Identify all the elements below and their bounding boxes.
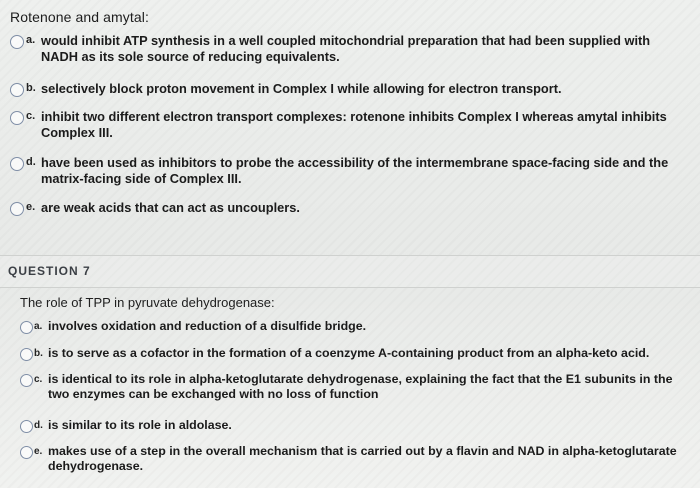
- option-letter: a.: [26, 34, 36, 46]
- question-7-prompt: The role of TPP in pyruvate dehydrogenase:: [20, 295, 275, 310]
- radio-button[interactable]: [20, 321, 33, 334]
- option-text: inhibit two different electron transport complexes: rotenone inhibits Complex I whereas amytal inhibits Complex III.: [41, 109, 667, 140]
- option-letter: c.: [34, 374, 43, 385]
- option-text: are weak acids that can act as uncouplers.: [41, 200, 300, 215]
- question-7-option-a[interactable]: [20, 319, 690, 337]
- option-text: is identical to its role in alpha-ketoglutarate dehydrogenase, explaining the fact that the E1 subunits in the two enzymes can be exchanged with no loss of function: [48, 372, 673, 401]
- option-letter: e.: [34, 446, 43, 457]
- question-6-stem: Rotenone and amytal:: [10, 9, 149, 25]
- radio-button[interactable]: [10, 202, 24, 216]
- option-text: have been used as inhibitors to probe the accessibility of the intermembrane space-facing side and the matrix-facing side of Complex III.: [41, 155, 669, 186]
- question-7-option-e[interactable]: [20, 444, 690, 478]
- question-7-title: QUESTION 7: [8, 264, 91, 278]
- option-text: is similar to its role in aldolase.: [48, 418, 232, 432]
- option-text: selectively block proton movement in Complex I while allowing for electron transport.: [41, 81, 562, 96]
- question-7-option-d[interactable]: [20, 418, 690, 436]
- radio-button[interactable]: [10, 157, 24, 171]
- option-text: involves oxidation and reduction of a disulfide bridge.: [48, 319, 367, 333]
- question-6-option-a[interactable]: [10, 33, 690, 69]
- option-letter: b.: [34, 348, 43, 359]
- radio-button[interactable]: [10, 35, 24, 49]
- question-6-option-e[interactable]: [10, 200, 690, 220]
- option-letter: a.: [34, 321, 43, 332]
- question-7-option-b[interactable]: [20, 346, 690, 364]
- radio-button[interactable]: [20, 420, 33, 433]
- question-7-header: [0, 255, 700, 288]
- option-text: makes use of a step in the overall mechanism that is carried out by a flavin and NAD in alpha-ketoglutarate dehydrogenase.: [48, 444, 677, 473]
- option-letter: e.: [26, 201, 36, 213]
- radio-button[interactable]: [20, 374, 33, 387]
- radio-button[interactable]: [20, 446, 33, 459]
- question-6-option-c[interactable]: [10, 109, 690, 145]
- question-6-option-d[interactable]: [10, 155, 690, 191]
- radio-button[interactable]: [10, 83, 24, 97]
- option-text: is to serve as a cofactor in the formation of a coenzyme A-containing product from an alpha-keto acid.: [48, 346, 650, 360]
- option-text: would inhibit ATP synthesis in a well coupled mitochondrial preparation that had been supplied with NADH as its sole source of reducing equivalents.: [41, 33, 651, 64]
- radio-button[interactable]: [10, 111, 24, 125]
- option-letter: d.: [34, 420, 43, 431]
- question-6-option-b[interactable]: [10, 81, 690, 101]
- option-letter: d.: [26, 156, 36, 168]
- option-letter: c.: [26, 110, 36, 122]
- question-7-option-c[interactable]: [20, 372, 690, 406]
- radio-button[interactable]: [20, 348, 33, 361]
- option-letter: b.: [26, 82, 36, 94]
